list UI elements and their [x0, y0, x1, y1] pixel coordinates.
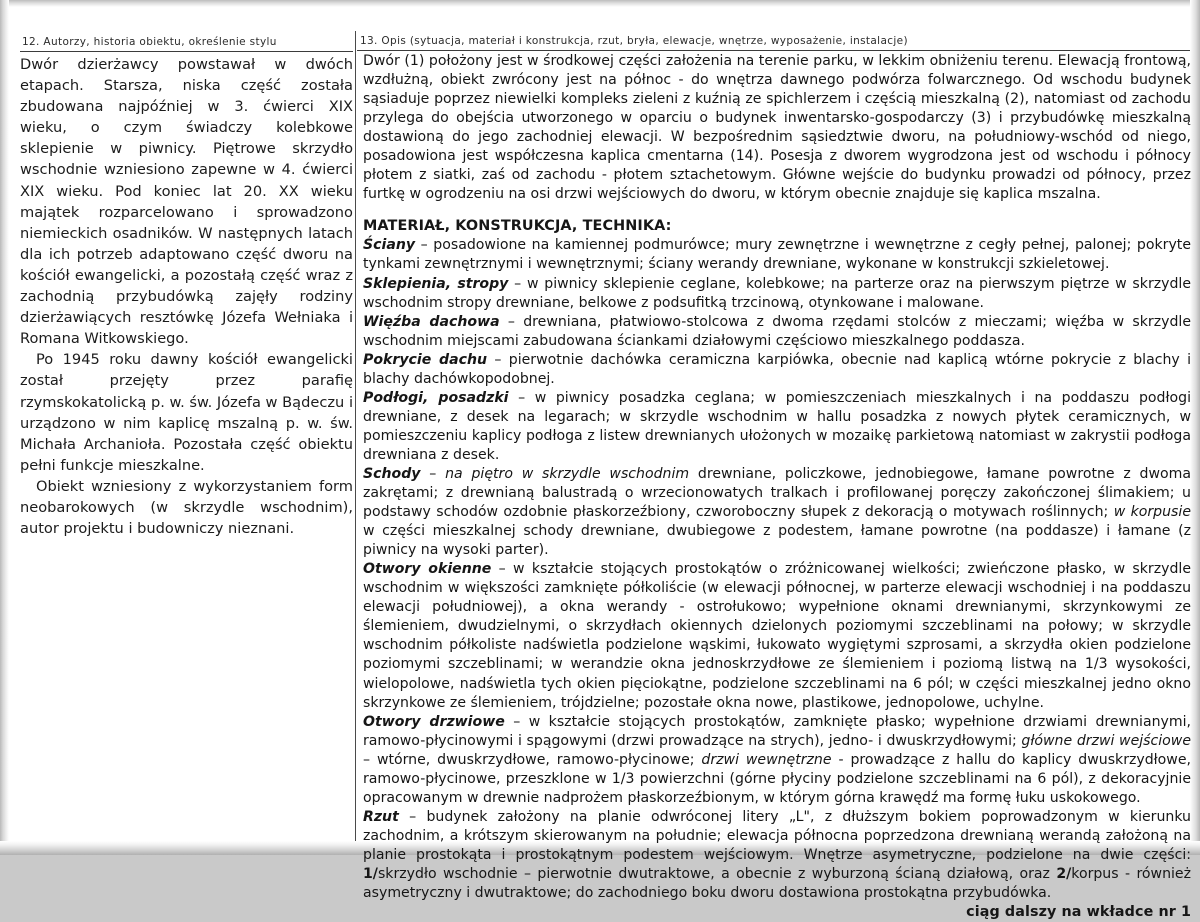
entry-dash: –	[504, 713, 529, 730]
entry-emphasis: drzwi wewnętrzne	[701, 751, 832, 768]
column-divider	[355, 31, 356, 841]
entry-dash: –	[508, 389, 535, 406]
entry-sklepienia-stropy	[363, 275, 1191, 313]
entry-term: Otwory drzwiowe	[363, 713, 505, 730]
entry-text: w piwnicy sklepienie ceglane, kolebkowe; na parterze oraz na pierwszym piętrze w skrzydle wschodnim stropy drewniane, belkowe z podsufitką trzcinową, otynkowane i malowane.	[363, 275, 1192, 311]
page-edge-left	[0, 0, 9, 855]
entry-wiezba-dachowa	[363, 313, 1191, 351]
page-edge-top	[0, 0, 1200, 7]
entry-emphasis: główne drzwi wejściowe	[1021, 732, 1191, 749]
field-13-intro-paragraph: Dwór (1) położony jest w środkowej części założenia na terenie parku, w lekkim obniżeniu terenu. Elewacją frontową, wzdłużną, obiekt zwrócony jest na północ - do wnętrza dawnego podwórza folwarcznego. Od wschodu budynek sąsiaduje poprzez niewielki kompleks zieleni z kuźnią ze spichlerzem i częścią mieszkalną (2), natomiast od zachodu przylega do obejścia utworzonego w oparciu o budynek inwentarsko-gospodarczy (3) i przybudówkę mieszkalną dostawioną do jego zachodniej elewacji. W bezpośrednim sąsiedztwie dworu, na południowy-wschód od niego, posadowiona jest współczesna kaplica cmentarna (14). Posesja z dworem wygrodzona jest od wschodu i północy płotem z siatki, zaś od zachodu - płotem sztachetowym. Główne wejście do budynku prowadzi od północy, przez furtkę w ogrodzeniu na osi drzwi wejściowych do dworu, w którym obecnie znajduje się kaplica mszalna.	[363, 53, 1191, 203]
entry-term: Więźba dachowa	[363, 313, 500, 330]
entry-schody	[363, 465, 1191, 560]
entry-dash: –	[420, 465, 446, 482]
entry-term: Sklepienia, stropy	[363, 275, 509, 292]
entry-emphasis: w korpusie	[1113, 504, 1191, 521]
entry-otwory-okienne	[363, 560, 1191, 712]
entry-term: Rzut	[363, 808, 399, 825]
entry-text: drewniana, płatwiowo-stolcowa z dwoma rzędami stolców z mieczami; więźba w skrzydle wschodnim miejscami zabudowana ściankami działowymi częściowo mieszkalnego poddasza.	[363, 313, 1191, 349]
field-12-paragraph: Obiekt wzniesiony z wykorzystaniem form neobarokowych (w skrzydle wschodnim), autor projektu i budowniczy nieznani.	[20, 477, 353, 538]
entry-term: Podłogi, posadzki	[363, 389, 509, 406]
field-12-paragraph: Po 1945 roku dawny kościół ewangelicki został przejęty przez parafię rzymskokatolicką p. w. św. Józefa w Bądeczu i urządzono w nim kaplicę mszalną p. w. św. Michała Archanioła. Pozostała część obiektu pełni funkcje mieszkalne.	[20, 351, 353, 474]
entry-otwory-drzwiowe	[363, 713, 1191, 808]
entry-text: w kształcie stojących prostokątów, zamknięte płasko; wypełnione drzwiami drewnianymi, ramowo-płycinowymi i spągowymi (drzwi prowadzące na strych), jedno- i dwuskrzydłowymi;	[363, 713, 1191, 749]
entry-sciany	[363, 236, 1191, 274]
entry-text: pierwotnie dachówka ceramiczna karpiówka, obecnie nad kaplicą wtórne pokrycie z blachy i blachy dachówkopodobnej.	[363, 351, 1191, 387]
field-12-paragraph: Dwór dzierżawcy powstawał w dwóch etapach. Starsza, niska część została zbudowana najpóźniej w 3. ćwierci XIX wieku, o czym świadczy kolebkowe sklepienie w piwnicy. Piętrowe skrzydło wschodnie wzniesiono zapewne w 4. ćwierci XIX wieku. Pod koniec lat 20. XX wieku majątek rozparcelowano i sprowadzono niemieckich osadników. W następnych latach dla ich potrzeb adaptowano część dworu na kościół ewangelicki, a pozostałą część wraz z zachodnią przybudówką zajęły rodziny dzierżawiących resztówkę Józefa Wełniaka i Romana Witkowskiego.	[20, 56, 353, 348]
entry-text: w piwnicy posadzka ceglana; w pomieszczeniach mieszkalnych i na poddaszu podłogi drewniane, z desek na legarach; w skrzydle wschodnim w hallu posadzka z nowych płytek ceramicznych, w pomieszczeniu kaplicy podłoga z listew drewnianych ułożonych w mozaikę parkietową natomiast w zakrystii podłoga drewniana z desek.	[363, 389, 1191, 463]
entry-term: Otwory okienne	[363, 561, 492, 578]
field-12-body	[20, 54, 353, 539]
entry-text: korpus - również asymetryczny i dwutraktowe; do zachodniego boku dworu dostawiona prostokątna przybudówka.	[363, 865, 1191, 902]
entry-term: Pokrycie dachu	[363, 351, 488, 368]
entry-text: w części mieszkalnej schody drewniane, dwubiegowe z podestem, łamane powrotne (na poddasze) i łamane (z piwnicy na wysoki parter).	[363, 523, 1191, 559]
page-edge-right	[1190, 0, 1200, 855]
paragraph-spacer	[363, 204, 1191, 217]
entry-text: budynek założony na planie odwróconej litery „L", z dłuższym bokiem poprowadzonym w kierunku zachodnim, a krótszym skierowanym na południe; elewacja północna poprzedzona drewnianą werandą założoną na planie prostokąta i prostokątnym podestem wejściowym. Wnętrze asymetryczne, podzielone na dwie części:	[363, 808, 1191, 863]
entry-part-number: 1/	[363, 865, 378, 882]
entry-dash: –	[398, 808, 427, 825]
entry-dash: –	[487, 351, 509, 368]
entry-rzut	[363, 808, 1191, 903]
entry-text: – wtórne, dwuskrzydłowe, ramowo-płycinowe;	[363, 751, 702, 768]
entry-term: Schody	[363, 465, 421, 482]
continuation-note: ciąg dalszy na wkładce nr 1	[966, 904, 1191, 921]
entry-text: w kształcie stojących prostokątów o zróżnicowanej wielkości; zwieńczone płasko, w skrzydle wschodnim w większości zamknięte półkoliście (w elewacji północnej, w parterze elewacji wschodniej i na poddaszu elewacji południowej), a okna werandy - ostrołukowo; wypełnione oknami drewnianymi, skrzynkowymi ze ślemieniem, dwudzielnymi, o skrzydłach okiennych dzielonych poziomymi szczeblinami na połowy; w skrzydle wschodnim półkoliste nadświetla podzielone wąskimi, łukowato wygiętymi szprosami, a skrzydła okien podzielone poziomymi szczeblinami; w werandzie okna jednoskrzydłowe ze ślemieniem i poziomą listwą na 1/3 wysokości, wielopolowe, nadświetla tych okien pięciokątne, podzielone szczeblinami na 6 pól; w części mieszkalnej jedno okno skrzynkowe ze ślemieniem, trójdzielne; pozostałe okna nowe, plastikowe, jednopolowe, uchylne.	[363, 561, 1191, 711]
entry-dash: –	[491, 561, 514, 578]
entry-podlogi-posadzki	[363, 389, 1191, 465]
entry-pokrycie-dachu	[363, 351, 1191, 389]
field-13-header-rule	[357, 50, 1190, 51]
field-12-header: 12. Autorzy, historia obiektu, określenie stylu	[22, 36, 277, 48]
field-13-body	[363, 52, 1191, 922]
entry-text: - prowadzące z hallu do kaplicy dwuskrzydłowe, ramowo-płycinowe, przeszklone w 1/3 powierzchni (górne płyciny podzielone szczeblinami na 6 pól), z dekoracyjnie opracowanym w drewnie nadprożem płaskorzeźbionym, w którym górna krawędź ma formę łuku uskokowego.	[363, 751, 1191, 806]
field-13-header: 13. Opis (sytuacja, materiał i konstrukcja, rzut, bryła, elewacje, wnętrze, wyposażenie, instalacje)	[360, 35, 908, 47]
entry-dash: –	[508, 275, 527, 292]
entry-dash: –	[499, 313, 524, 330]
entry-term: Ściany	[363, 237, 416, 254]
entry-dash: –	[415, 237, 434, 254]
materials-section-title: MATERIAŁ, KONSTRUKCJA, TECHNIKA:	[363, 218, 672, 235]
entry-text: drewniane, policzkowe, jednobiegowe, łamane powrotne z dwoma zakrętami; z drewnianą balustradą o wrzecionowatych tralkach i profilowanej poręczy zakończonej ślimakiem; u podstawy schodów ozdobnie płaskorzeźbiony, czworoboczny słupek z dekoracją o motywach roślinnych;	[363, 465, 1192, 521]
field-12-header-rule	[20, 51, 353, 52]
entry-emphasis: na piętro w skrzydle wschodnim	[445, 465, 690, 482]
entry-text: posadowione na kamiennej podmurówce; mury zewnętrzne i wewnętrzne z cegły pełnej, palonej; pokryte tynkami zewnętrznymi i wewnętrznymi; ściany werandy drewniane, wykonane w konstrukcji szkieletowej.	[363, 237, 1191, 273]
entry-part-number: 2/	[1056, 865, 1072, 882]
entry-text: skrzydło wschodnie – pierwotnie dwutraktowe, a obecnie z wyburzoną ścianą działową, oraz	[377, 865, 1057, 882]
